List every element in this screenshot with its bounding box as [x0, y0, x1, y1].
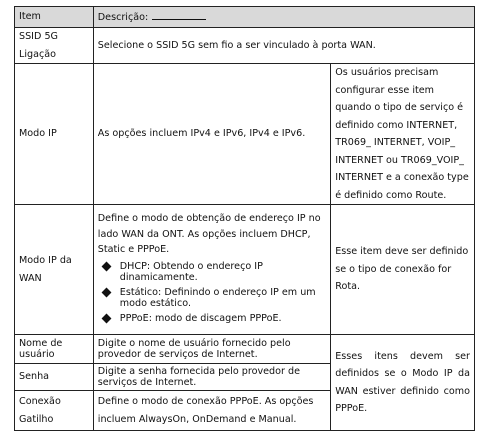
description-cell-modo-ip-wan: [93, 205, 330, 335]
header-description: [93, 7, 474, 28]
list-item: DHCP: Obtendo o endereço IP dinamicamente.: [98, 261, 326, 283]
wan-mode-options-list: [98, 261, 326, 324]
list-item: Estático: Definindo o endereço IP em um modo estático.: [98, 287, 326, 309]
table-header-row: [15, 7, 475, 28]
description-blank-line: [152, 9, 206, 20]
description-cell-senha: Digite a senha fornecida pelo provedor de serviços de Internet.: [93, 364, 330, 391]
diamond-bullet-icon: [101, 287, 111, 297]
note-cell-modo-ip-wan: Esse item deve ser definido se o tipo de conexão for Rota.: [331, 205, 475, 335]
description-cell-modo-ip: As opções incluem IPv4 e IPv6, IPv4 e IPv6.: [93, 64, 330, 205]
item-cell-modo-ip: Modo IP: [15, 64, 94, 205]
note-cell-pppoe: Esses itens devem ser definidos se o Modo IP da WAN estiver definido como PPPoE.: [331, 335, 475, 431]
parameters-table: [14, 6, 475, 431]
diamond-bullet-icon: [101, 313, 111, 323]
table-row-modo-ip: [15, 64, 475, 205]
item-cell-conexao-gatilho: Conexão Gatilho: [15, 391, 94, 431]
header-item-label: Item: [19, 11, 41, 22]
table-row-nome-usuario: [15, 335, 475, 364]
item-cell-ssid: SSID 5G Ligação: [15, 28, 94, 64]
description-cell-ssid: Selecione o SSID 5G sem fio a ser vinculado à porta WAN.: [93, 28, 474, 64]
item-cell-nome-usuario: Nome de usuário: [15, 335, 94, 364]
diamond-bullet-icon: [101, 261, 111, 271]
list-item: PPPoE: modo de discagem PPPoE.: [98, 313, 326, 324]
note-cell-modo-ip: Os usuários precisam configurar esse item quando o tipo de serviço é definido como INTERNET, TR069_ INTERNET, VOIP_ INTERNET ou TR069_VOIP_ INTERNET e a conexão type é definido como Route.: [331, 64, 475, 205]
wan-mode-description: Define o modo de obtenção de endereço IP no lado WAN da ONT. As opções incluem DHCP, Static e PPPoE.: [97, 213, 321, 256]
document-page: [14, 6, 475, 431]
item-cell-modo-ip-wan: Modo IP da WAN: [15, 205, 94, 335]
item-cell-senha: Senha: [15, 364, 94, 391]
description-cell-conexao-gatilho: Define o modo de conexão PPPoE. As opções incluem AlwaysOn, OnDemand e Manual.: [93, 391, 330, 431]
header-description-label: Descrição:: [97, 11, 149, 23]
description-cell-nome-usuario: Digite o nome de usuário fornecido pelo provedor de serviços de Internet.: [93, 335, 330, 364]
table-row-modo-ip-wan: [15, 205, 475, 335]
table-row-ssid: [15, 28, 475, 64]
header-item: [15, 7, 94, 28]
